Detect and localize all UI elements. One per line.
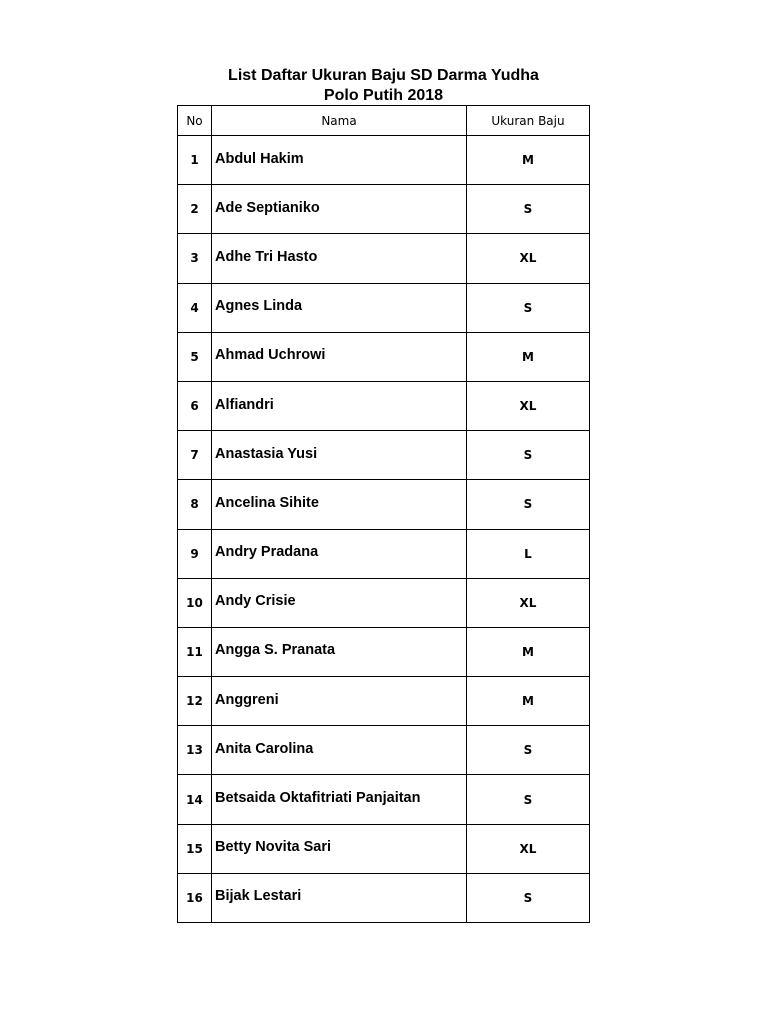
student-name bbox=[212, 332, 467, 381]
table-row bbox=[178, 824, 590, 873]
row-number: 5 bbox=[178, 332, 212, 381]
student-name bbox=[212, 136, 467, 185]
student-name bbox=[212, 283, 467, 332]
shirt-size: XL bbox=[467, 578, 590, 627]
shirt-size: S bbox=[467, 185, 590, 234]
student-name-text: Agnes Linda bbox=[215, 298, 303, 315]
table-header bbox=[178, 106, 590, 136]
table-row bbox=[178, 431, 590, 480]
table-row bbox=[178, 381, 590, 430]
shirt-size: M bbox=[467, 627, 590, 676]
table-row bbox=[178, 578, 590, 627]
row-number: 12 bbox=[178, 677, 212, 726]
shirt-size: S bbox=[467, 283, 590, 332]
table-row bbox=[178, 873, 590, 922]
student-name bbox=[212, 431, 467, 480]
student-name-text: Abdul Hakim bbox=[215, 150, 304, 167]
student-name-text: Ahmad Uchrowi bbox=[215, 347, 326, 364]
student-name-text: Bijak Lestari bbox=[215, 888, 302, 905]
student-name-text: Alfiandri bbox=[215, 396, 274, 413]
header-size: Ukuran Baju bbox=[467, 106, 590, 136]
shirt-size: XL bbox=[467, 381, 590, 430]
student-name-text: Andry Pradana bbox=[215, 544, 319, 561]
student-name-text: Betsaida Oktafitriati Panjaitan bbox=[215, 790, 421, 807]
table-row bbox=[178, 283, 590, 332]
row-number: 16 bbox=[178, 873, 212, 922]
row-number: 10 bbox=[178, 578, 212, 627]
title-line-1: List Daftar Ukuran Baju SD Darma Yudha bbox=[228, 67, 539, 84]
row-number: 4 bbox=[178, 283, 212, 332]
student-name bbox=[212, 627, 467, 676]
shirt-size: L bbox=[467, 529, 590, 578]
row-number: 2 bbox=[178, 185, 212, 234]
student-name bbox=[212, 775, 467, 824]
table-row bbox=[178, 480, 590, 529]
row-number: 13 bbox=[178, 726, 212, 775]
row-number: 1 bbox=[178, 136, 212, 185]
student-name bbox=[212, 529, 467, 578]
shirt-size: S bbox=[467, 431, 590, 480]
table-body bbox=[178, 136, 590, 923]
student-name-text: Ade Septianiko bbox=[215, 199, 320, 216]
student-name bbox=[212, 726, 467, 775]
row-number: 14 bbox=[178, 775, 212, 824]
table-row bbox=[178, 185, 590, 234]
row-number: 8 bbox=[178, 480, 212, 529]
shirt-size: S bbox=[467, 873, 590, 922]
header-no: No bbox=[178, 106, 212, 136]
table-row bbox=[178, 234, 590, 283]
title-line-2: Polo Putih 2018 bbox=[323, 87, 444, 104]
student-name-text: Ancelina Sihite bbox=[215, 494, 319, 511]
student-name-text: Betty Novita Sari bbox=[215, 839, 332, 856]
document-title bbox=[178, 66, 589, 106]
table-row bbox=[178, 136, 590, 185]
table-row bbox=[178, 775, 590, 824]
student-name bbox=[212, 578, 467, 627]
student-name-text: Anita Carolina bbox=[215, 740, 314, 757]
student-name bbox=[212, 677, 467, 726]
row-number: 11 bbox=[178, 627, 212, 676]
table-row bbox=[178, 726, 590, 775]
student-name bbox=[212, 480, 467, 529]
header-row bbox=[178, 106, 590, 136]
student-name bbox=[212, 381, 467, 430]
shirt-size: S bbox=[467, 775, 590, 824]
shirt-size-table bbox=[177, 105, 590, 923]
shirt-size: M bbox=[467, 136, 590, 185]
table-row bbox=[178, 529, 590, 578]
shirt-size: S bbox=[467, 726, 590, 775]
row-number: 3 bbox=[178, 234, 212, 283]
shirt-size: M bbox=[467, 677, 590, 726]
table-row bbox=[178, 332, 590, 381]
student-name-text: Andy Crisie bbox=[215, 593, 296, 610]
row-number: 6 bbox=[178, 381, 212, 430]
student-name-text: Anastasia Yusi bbox=[215, 445, 318, 462]
student-name bbox=[212, 873, 467, 922]
shirt-size: XL bbox=[467, 234, 590, 283]
student-name bbox=[212, 185, 467, 234]
student-name bbox=[212, 824, 467, 873]
row-number: 15 bbox=[178, 824, 212, 873]
table-row bbox=[178, 627, 590, 676]
table-row bbox=[178, 677, 590, 726]
shirt-size: S bbox=[467, 480, 590, 529]
row-number: 7 bbox=[178, 431, 212, 480]
header-name: Nama bbox=[212, 106, 467, 136]
student-name bbox=[212, 234, 467, 283]
shirt-size: M bbox=[467, 332, 590, 381]
student-name-text: Anggreni bbox=[215, 691, 279, 708]
shirt-size: XL bbox=[467, 824, 590, 873]
student-name-text: Adhe Tri Hasto bbox=[215, 248, 318, 265]
student-name-text: Angga S. Pranata bbox=[215, 642, 336, 659]
row-number: 9 bbox=[178, 529, 212, 578]
